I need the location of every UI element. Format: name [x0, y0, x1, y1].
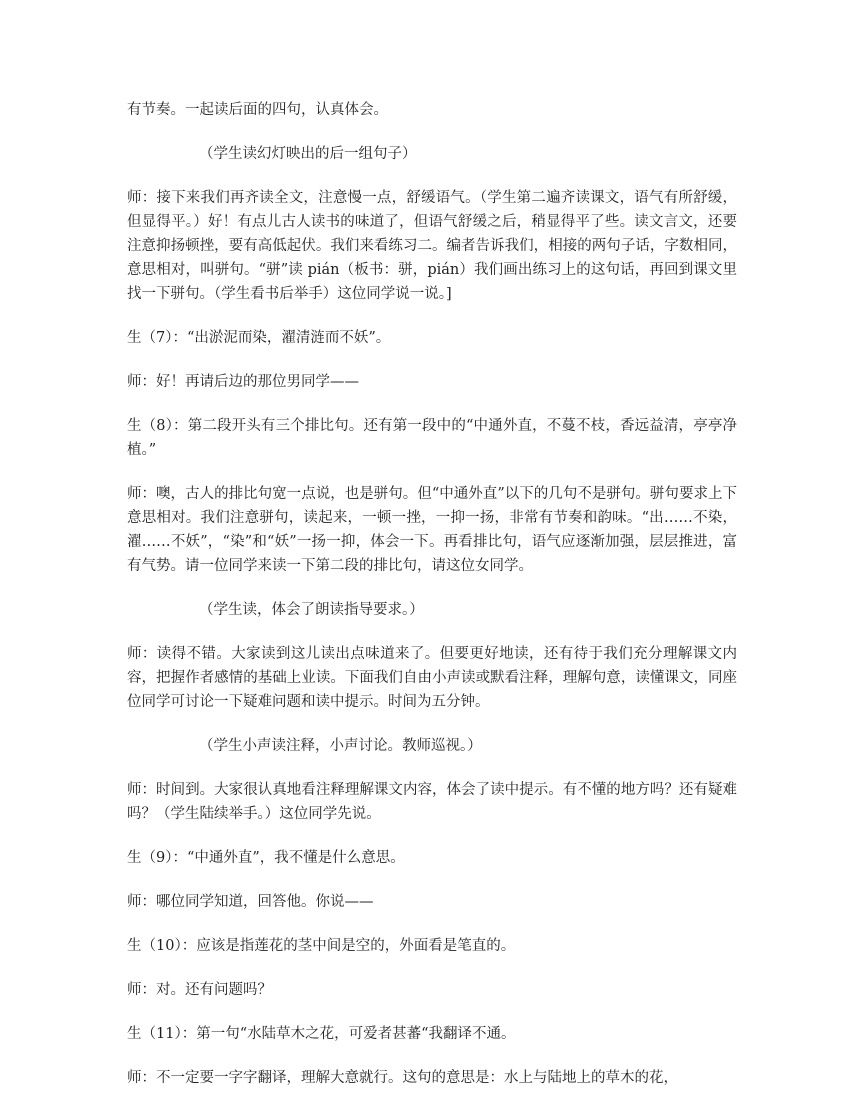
- paragraph: 生（8）：第二段开头有三个排比句。还有第一段中的“中通外直，不蔓不枝，香远益清，亭亭净植。”: [127, 418, 737, 458]
- stage-direction: （学生读幻灯映出的后一组句子）: [199, 146, 417, 162]
- paragraph: 师：不一定要一字字翻译，理解大意就行。这句的意思是：水上与陆地上的草木的花，: [127, 1070, 678, 1086]
- paragraph: 生（10）：应该是指莲花的茎中间是空的，外面看是笔直的。: [127, 938, 516, 954]
- paragraph: 生（9）：“中通外直”，我不懂是什么意思。: [127, 850, 405, 866]
- paragraph: 师：时间到。大家很认真地看注释理解课文内容，体会了读中提示。有不懂的地方吗？还有疑难吗？（学生陆续举手。）这位同学先说。: [127, 782, 737, 822]
- stage-direction: （学生小声读注释，小声讨论。教师巡视。）: [199, 738, 482, 754]
- paragraph: 生（7）：“出淤泥而染，濯清涟而不妖”。: [127, 330, 391, 346]
- paragraph: 有节奏。一起读后面的四句，认真体会。: [127, 102, 388, 118]
- paragraph: 师：接下来我们再齐读全文，注意慢一点，舒缓语气。（学生第二遍齐读课文，语气有所舒缓，但显得平。）好！有点儿古人读书的味道了，但语气舒缓之后，稍显得平了些。读文言文，还要注意抑扬顿挫，要有高低起伏。我们来看练习二。编者告诉我们，相接的两句子话，字数相同，意思相对，叫骈句。“骈”读 pián（板书：骈，pián）我们画出练习上的这句话，再回到课文里找一下骈句。（学生看书后举手）这位同学说一说。]: [127, 190, 737, 302]
- paragraph: 师：读得不错。大家读到这儿读出点味道来了。但要更好地读，还有待于我们充分理解课文内容，把握作者感情的基础上业读。下面我们自由小声读或默看注释，理解句意，读懂课文，同座位同学可讨论一下疑难问题和读中提示。时间为五分钟。: [127, 646, 737, 710]
- paragraph: 师：好！再请后边的那位男同学——: [127, 374, 359, 390]
- paragraph: 师：对。还有问题吗？: [127, 982, 272, 998]
- paragraph: 生（11）：第一句“水陆草木之花，可爱者甚蕃“我翻译不通。: [127, 1026, 516, 1042]
- stage-direction: （学生读，体会了朗读指导要求。）: [199, 602, 424, 618]
- document-body: [127, 98, 737, 1110]
- paragraph: 师：哪位同学知道，回答他。你说——: [127, 894, 374, 910]
- paragraph: 师：噢，古人的排比句宽一点说，也是骈句。但“中通外直”以下的几句不是骈句。骈句要求上下意思相对。我们注意骈句，读起来，一顿一挫，一抑一扬，非常有节奏和韵味。“出……不染，濯……不妖”，“染”和“妖”一扬一抑，体会一下。再看排比句，语气应逐渐加强，层层推进，富有气势。请一位同学来读一下第二段的排比句，请这位女同学。: [127, 486, 737, 574]
